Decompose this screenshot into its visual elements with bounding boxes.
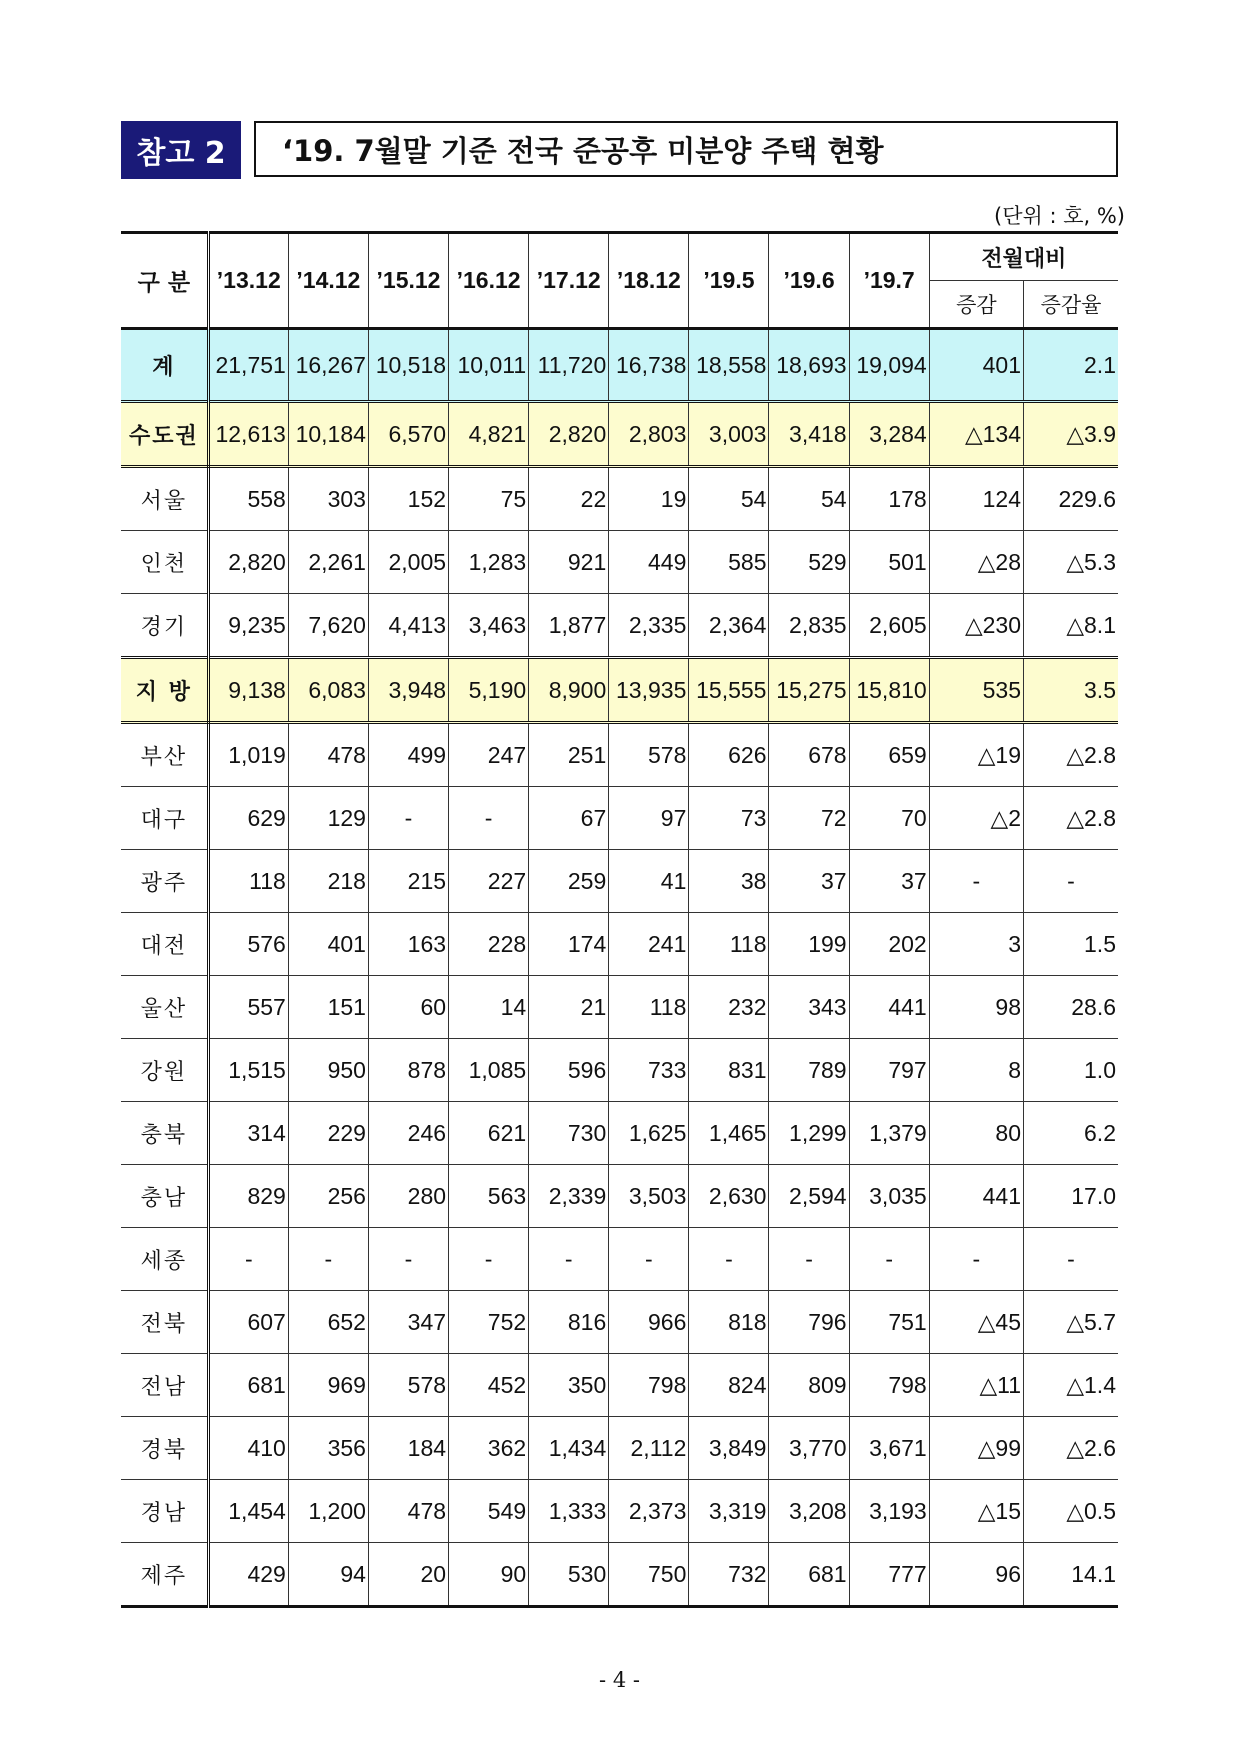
cell-value: - — [529, 1228, 609, 1291]
cell-value: 824 — [689, 1354, 769, 1417]
cell-change: 124 — [929, 467, 1023, 531]
cell-change-rate: - — [1024, 850, 1118, 913]
table-row — [121, 850, 1118, 913]
cell-value: 1,515 — [208, 1039, 288, 1102]
cell-value: 54 — [769, 467, 849, 531]
period-header: ’16.12 — [449, 233, 529, 329]
cell-value: 90 — [449, 1543, 529, 1607]
cell-value: 797 — [849, 1039, 929, 1102]
cell-value: 246 — [368, 1102, 448, 1165]
cell-value: 969 — [288, 1354, 368, 1417]
cell-value: 401 — [288, 913, 368, 976]
cell-value: 3,418 — [769, 402, 849, 467]
cell-change-rate: 229.6 — [1024, 467, 1118, 531]
period-header: ’19.7 — [849, 233, 929, 329]
cell-value: - — [368, 787, 448, 850]
cell-value: 3,035 — [849, 1165, 929, 1228]
cell-value: 2,803 — [609, 402, 689, 467]
cell-value: 499 — [368, 723, 448, 787]
cell-value: 178 — [849, 467, 929, 531]
cell-value: 7,620 — [288, 594, 368, 658]
cell-value: 3,463 — [449, 594, 529, 658]
cell-value: 3,319 — [689, 1480, 769, 1543]
table-row — [121, 787, 1118, 850]
cell-value: 452 — [449, 1354, 529, 1417]
cell-value: 251 — [529, 723, 609, 787]
cell-value: 1,085 — [449, 1039, 529, 1102]
cell-value: 478 — [368, 1480, 448, 1543]
row-label: 수도권 — [121, 402, 208, 467]
cell-value: 529 — [769, 531, 849, 594]
cell-value: 259 — [529, 850, 609, 913]
cell-value: 921 — [529, 531, 609, 594]
cell-value: 3,948 — [368, 658, 448, 723]
cell-value: 678 — [769, 723, 849, 787]
cell-value: 15,275 — [769, 658, 849, 723]
period-header: ’17.12 — [529, 233, 609, 329]
cell-value: 37 — [849, 850, 929, 913]
cell-value: 227 — [449, 850, 529, 913]
table-body — [121, 329, 1118, 1607]
page-number: - 4 - — [599, 1668, 640, 1692]
cell-value: 659 — [849, 723, 929, 787]
unsold-housing-table — [121, 231, 1118, 1608]
cell-value: 247 — [449, 723, 529, 787]
cell-change-rate: 14.1 — [1024, 1543, 1118, 1607]
cell-change: 535 — [929, 658, 1023, 723]
cell-value: 199 — [769, 913, 849, 976]
period-header: ’18.12 — [609, 233, 689, 329]
cell-value: 11,720 — [529, 329, 609, 402]
row-label: 경남 — [121, 1480, 208, 1543]
table-row — [121, 1102, 1118, 1165]
table-row — [121, 976, 1118, 1039]
cell-value: 13,935 — [609, 658, 689, 723]
cell-change: 441 — [929, 1165, 1023, 1228]
cell-value: 241 — [609, 913, 689, 976]
cell-change-rate: 1.0 — [1024, 1039, 1118, 1102]
table-row — [121, 594, 1118, 658]
cell-change-rate: 2.1 — [1024, 329, 1118, 402]
table-row — [121, 1417, 1118, 1480]
cell-value: 2,373 — [609, 1480, 689, 1543]
cell-value: 9,235 — [208, 594, 288, 658]
cell-value: 1,283 — [449, 531, 529, 594]
cell-change-rate: - — [1024, 1228, 1118, 1291]
cell-value: 3,503 — [609, 1165, 689, 1228]
cell-value: 12,613 — [208, 402, 288, 467]
cell-value: 72 — [769, 787, 849, 850]
cell-value: 8,900 — [529, 658, 609, 723]
cell-value: 232 — [689, 976, 769, 1039]
cell-value: 966 — [609, 1291, 689, 1354]
cell-value: 60 — [368, 976, 448, 1039]
table-row — [121, 723, 1118, 787]
row-label: 대전 — [121, 913, 208, 976]
cell-change-rate: 1.5 — [1024, 913, 1118, 976]
cell-change: △134 — [929, 402, 1023, 467]
cell-value: 5,190 — [449, 658, 529, 723]
cell-value: 347 — [368, 1291, 448, 1354]
cell-value: - — [288, 1228, 368, 1291]
table-row — [121, 1165, 1118, 1228]
cell-value: 94 — [288, 1543, 368, 1607]
cell-change-rate: △2.8 — [1024, 723, 1118, 787]
cell-value: 19,094 — [849, 329, 929, 402]
cell-value: 578 — [368, 1354, 448, 1417]
cell-value: 751 — [849, 1291, 929, 1354]
cell-value: 73 — [689, 787, 769, 850]
cell-value: 3,849 — [689, 1417, 769, 1480]
cell-value: 163 — [368, 913, 448, 976]
cell-value: 732 — [689, 1543, 769, 1607]
cell-value: 18,693 — [769, 329, 849, 402]
cell-change-rate: △8.1 — [1024, 594, 1118, 658]
cell-value: 2,820 — [529, 402, 609, 467]
cell-value: 4,821 — [449, 402, 529, 467]
table-row — [121, 329, 1118, 402]
cell-value: - — [609, 1228, 689, 1291]
cell-value: 2,339 — [529, 1165, 609, 1228]
cell-value: 20 — [368, 1543, 448, 1607]
cell-value: 2,005 — [368, 531, 448, 594]
cell-value: 549 — [449, 1480, 529, 1543]
cell-value: - — [769, 1228, 849, 1291]
cell-value: 1,434 — [529, 1417, 609, 1480]
cell-value: - — [849, 1228, 929, 1291]
cell-value: - — [449, 1228, 529, 1291]
cell-value: 3,284 — [849, 402, 929, 467]
cell-value: 16,267 — [288, 329, 368, 402]
cell-value: 1,333 — [529, 1480, 609, 1543]
cell-value: 578 — [609, 723, 689, 787]
cell-value: 4,413 — [368, 594, 448, 658]
cell-value: 6,570 — [368, 402, 448, 467]
cell-value: 576 — [208, 913, 288, 976]
header — [121, 121, 1121, 181]
table-row — [121, 402, 1118, 467]
cell-value: 129 — [288, 787, 368, 850]
cell-value: 228 — [449, 913, 529, 976]
cell-value: 37 — [769, 850, 849, 913]
cell-change: 96 — [929, 1543, 1023, 1607]
cell-value: 816 — [529, 1291, 609, 1354]
row-label: 전북 — [121, 1291, 208, 1354]
cell-value: 626 — [689, 723, 769, 787]
cell-change: △28 — [929, 531, 1023, 594]
cell-value: 621 — [449, 1102, 529, 1165]
table-row — [121, 1291, 1118, 1354]
row-label: 부산 — [121, 723, 208, 787]
cell-value: 1,379 — [849, 1102, 929, 1165]
row-label: 경북 — [121, 1417, 208, 1480]
cell-value: 809 — [769, 1354, 849, 1417]
cell-value: 2,112 — [609, 1417, 689, 1480]
table-row — [121, 1354, 1118, 1417]
cell-value: 280 — [368, 1165, 448, 1228]
cell-value: 681 — [769, 1543, 849, 1607]
period-header: ’15.12 — [368, 233, 448, 329]
cell-value: 362 — [449, 1417, 529, 1480]
cell-value: 3,003 — [689, 402, 769, 467]
cell-value: 441 — [849, 976, 929, 1039]
cell-change-rate: 6.2 — [1024, 1102, 1118, 1165]
cell-change: 3 — [929, 913, 1023, 976]
cell-value: 118 — [208, 850, 288, 913]
cell-value: 22 — [529, 467, 609, 531]
month-over-month-header: 전월대비 — [929, 233, 1118, 281]
cell-value: 2,335 — [609, 594, 689, 658]
cell-value: 478 — [288, 723, 368, 787]
cell-value: 818 — [689, 1291, 769, 1354]
cell-change-rate: 3.5 — [1024, 658, 1118, 723]
cell-change-rate: 28.6 — [1024, 976, 1118, 1039]
cell-value: 798 — [609, 1354, 689, 1417]
table-row — [121, 1543, 1118, 1607]
cell-change: △230 — [929, 594, 1023, 658]
row-label: 인천 — [121, 531, 208, 594]
cell-value: 184 — [368, 1417, 448, 1480]
page-title: ‘19. 7월말 기준 전국 준공후 미분양 주택 현황 — [254, 121, 1118, 177]
cell-value: 1,200 — [288, 1480, 368, 1543]
unit-note: (단위 : 호, %) — [994, 204, 1125, 228]
row-label: 대구 — [121, 787, 208, 850]
cell-value: 215 — [368, 850, 448, 913]
cell-change-rate: △2.6 — [1024, 1417, 1118, 1480]
cell-change: △2 — [929, 787, 1023, 850]
cell-value: 54 — [689, 467, 769, 531]
cell-value: 118 — [609, 976, 689, 1039]
table-row — [121, 1228, 1118, 1291]
cell-change-rate: 17.0 — [1024, 1165, 1118, 1228]
cell-value: 652 — [288, 1291, 368, 1354]
cell-change: 80 — [929, 1102, 1023, 1165]
cell-value: 750 — [609, 1543, 689, 1607]
cell-value: 10,011 — [449, 329, 529, 402]
cell-change: △15 — [929, 1480, 1023, 1543]
cell-value: 829 — [208, 1165, 288, 1228]
cell-value: 3,193 — [849, 1480, 929, 1543]
cell-change: △11 — [929, 1354, 1023, 1417]
cell-change: △19 — [929, 723, 1023, 787]
cell-change-rate: △5.3 — [1024, 531, 1118, 594]
row-label: 충북 — [121, 1102, 208, 1165]
table-row — [121, 1480, 1118, 1543]
cell-value: 97 — [609, 787, 689, 850]
cell-value: 1,625 — [609, 1102, 689, 1165]
cell-value: 202 — [849, 913, 929, 976]
cell-value: 2,594 — [769, 1165, 849, 1228]
cell-value: 19 — [609, 467, 689, 531]
cell-value: 21,751 — [208, 329, 288, 402]
cell-change-rate: △5.7 — [1024, 1291, 1118, 1354]
cell-value: - — [368, 1228, 448, 1291]
cell-value: 558 — [208, 467, 288, 531]
cell-value: 356 — [288, 1417, 368, 1480]
cell-value: - — [208, 1228, 288, 1291]
change-header: 증감 — [929, 281, 1023, 329]
row-label: 광주 — [121, 850, 208, 913]
cell-value: 831 — [689, 1039, 769, 1102]
row-label: 계 — [121, 329, 208, 402]
cell-value: 3,208 — [769, 1480, 849, 1543]
cell-value: 1,877 — [529, 594, 609, 658]
cell-value: 530 — [529, 1543, 609, 1607]
row-label: 경기 — [121, 594, 208, 658]
cell-value: 118 — [689, 913, 769, 976]
cell-change: △99 — [929, 1417, 1023, 1480]
cell-value: 9,138 — [208, 658, 288, 723]
row-label: 지 방 — [121, 658, 208, 723]
change-rate-header: 증감율 — [1024, 281, 1118, 329]
cell-change-rate: △1.4 — [1024, 1354, 1118, 1417]
cell-value: 18,558 — [689, 329, 769, 402]
cell-value: 557 — [208, 976, 288, 1039]
cell-value: 21 — [529, 976, 609, 1039]
cell-change-rate: △0.5 — [1024, 1480, 1118, 1543]
cell-value: 3,671 — [849, 1417, 929, 1480]
cell-value: 151 — [288, 976, 368, 1039]
table-row — [121, 913, 1118, 976]
table-row — [121, 658, 1118, 723]
period-header: ’19.5 — [689, 233, 769, 329]
cell-value: 1,465 — [689, 1102, 769, 1165]
cell-change: - — [929, 1228, 1023, 1291]
cell-value: 152 — [368, 467, 448, 531]
cell-value: - — [689, 1228, 769, 1291]
cell-value: 10,184 — [288, 402, 368, 467]
cell-value: 218 — [288, 850, 368, 913]
cell-value: 67 — [529, 787, 609, 850]
cell-change: 401 — [929, 329, 1023, 402]
cell-value: 777 — [849, 1543, 929, 1607]
category-header: 구 분 — [121, 233, 208, 329]
row-label: 세종 — [121, 1228, 208, 1291]
cell-value: 2,261 — [288, 531, 368, 594]
period-header: ’19.6 — [769, 233, 849, 329]
cell-value: 3,770 — [769, 1417, 849, 1480]
cell-value: 449 — [609, 531, 689, 594]
row-label: 제주 — [121, 1543, 208, 1607]
cell-value: 75 — [449, 467, 529, 531]
cell-value: 563 — [449, 1165, 529, 1228]
row-label: 전남 — [121, 1354, 208, 1417]
cell-value: 681 — [208, 1354, 288, 1417]
row-label: 충남 — [121, 1165, 208, 1228]
cell-value: - — [449, 787, 529, 850]
cell-change: △45 — [929, 1291, 1023, 1354]
cell-value: 2,630 — [689, 1165, 769, 1228]
cell-value: 1,019 — [208, 723, 288, 787]
cell-change-rate: △3.9 — [1024, 402, 1118, 467]
cell-value: 950 — [288, 1039, 368, 1102]
cell-value: 10,518 — [368, 329, 448, 402]
reference-badge: 참고 2 — [121, 121, 241, 179]
cell-value: 2,820 — [208, 531, 288, 594]
cell-value: 1,454 — [208, 1480, 288, 1543]
cell-value: 730 — [529, 1102, 609, 1165]
cell-value: 343 — [769, 976, 849, 1039]
cell-value: 798 — [849, 1354, 929, 1417]
cell-value: 2,835 — [769, 594, 849, 658]
cell-value: 229 — [288, 1102, 368, 1165]
period-header: ’14.12 — [288, 233, 368, 329]
cell-value: 70 — [849, 787, 929, 850]
table-row — [121, 531, 1118, 594]
cell-value: 501 — [849, 531, 929, 594]
row-label: 서울 — [121, 467, 208, 531]
table-row — [121, 1039, 1118, 1102]
cell-value: 256 — [288, 1165, 368, 1228]
cell-change-rate: △2.8 — [1024, 787, 1118, 850]
cell-change: - — [929, 850, 1023, 913]
cell-value: 303 — [288, 467, 368, 531]
cell-value: 6,083 — [288, 658, 368, 723]
cell-value: 38 — [689, 850, 769, 913]
cell-value: 410 — [208, 1417, 288, 1480]
cell-value: 2,364 — [689, 594, 769, 658]
row-label: 울산 — [121, 976, 208, 1039]
cell-value: 15,555 — [689, 658, 769, 723]
cell-value: 1,299 — [769, 1102, 849, 1165]
row-label: 강원 — [121, 1039, 208, 1102]
cell-value: 733 — [609, 1039, 689, 1102]
cell-value: 16,738 — [609, 329, 689, 402]
cell-value: 596 — [529, 1039, 609, 1102]
cell-value: 607 — [208, 1291, 288, 1354]
cell-value: 585 — [689, 531, 769, 594]
cell-value: 14 — [449, 976, 529, 1039]
cell-change: 8 — [929, 1039, 1023, 1102]
cell-value: 314 — [208, 1102, 288, 1165]
cell-value: 41 — [609, 850, 689, 913]
cell-value: 796 — [769, 1291, 849, 1354]
cell-value: 878 — [368, 1039, 448, 1102]
cell-value: 789 — [769, 1039, 849, 1102]
cell-value: 429 — [208, 1543, 288, 1607]
table-row — [121, 467, 1118, 531]
cell-value: 15,810 — [849, 658, 929, 723]
cell-value: 2,605 — [849, 594, 929, 658]
cell-value: 629 — [208, 787, 288, 850]
period-header: ’13.12 — [208, 233, 288, 329]
cell-change: 98 — [929, 976, 1023, 1039]
cell-value: 350 — [529, 1354, 609, 1417]
cell-value: 752 — [449, 1291, 529, 1354]
cell-value: 174 — [529, 913, 609, 976]
